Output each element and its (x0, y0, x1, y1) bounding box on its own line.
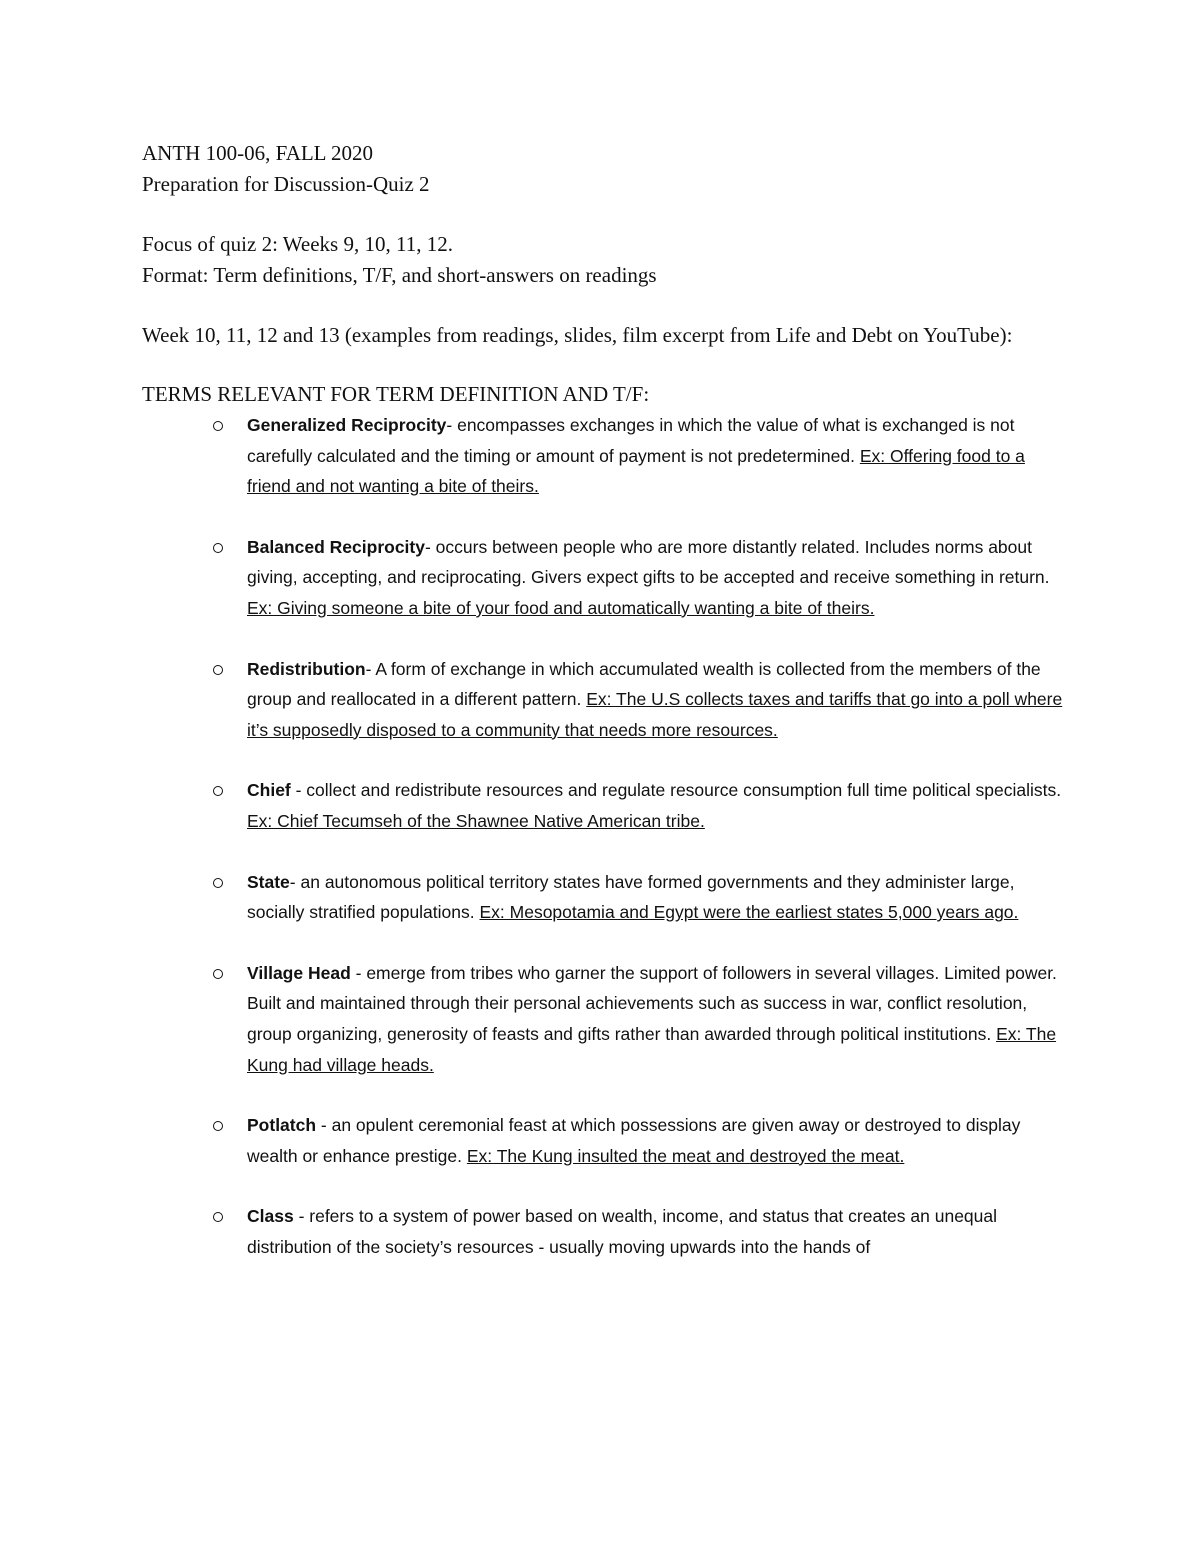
document-title: Preparation for Discussion-Quiz 2 (142, 172, 430, 196)
hollow-bullet-icon (213, 969, 223, 979)
term-name: Village Head (247, 962, 351, 983)
term-example: Ex: The Kung had village heads. (247, 1023, 1057, 1075)
term-example: Ex: The U.S collects taxes and tariffs that go into a poll where it’s supposedly disposed to a community that needs more resources. (247, 689, 1063, 740)
term-definition: - an autonomous political territory states have formed governments and they administer large, socially stratified populations. (247, 871, 1015, 923)
hollow-bullet-icon (213, 1212, 223, 1222)
term-definition: - collect and redistribute resources and regulate resource consumption full time political specialists. (290, 780, 1062, 801)
hollow-bullet-icon (213, 665, 223, 675)
term-example: Ex: Offering food to a friend and not wanting a bite of theirs. (247, 445, 1025, 497)
term-item-balanced-reciprocity (142, 532, 1067, 624)
hollow-bullet-icon (213, 543, 223, 553)
term-example: Ex: Giving someone a bite of your food and automatically wanting a bite of theirs. (247, 597, 875, 618)
quiz-focus: Focus of quiz 2: Weeks 9, 10, 11, 12. (142, 232, 453, 256)
term-definition: - encompasses exchanges in which the value of what is exchanged is not carefully calculated and the timing or amount of payment is not predetermined. (247, 415, 1015, 466)
document-page (142, 138, 1072, 1292)
term-item-chief (142, 775, 1067, 836)
term-name: Generalized Reciprocity (247, 415, 447, 435)
term-name: State (247, 871, 290, 892)
weeks-description: Week 10, 11, 12 and 13 (examples from readings, slides, film excerpt from Life and Debt on YouTube): (142, 323, 1013, 347)
term-definition: - A form of exchange in which accumulated wealth is collected from the members of the group and reallocated in a different pattern. (247, 658, 1041, 710)
quiz-format: Format: Term definitions, T/F, and short-answers on readings (142, 263, 657, 287)
terms-heading: TERMS RELEVANT FOR TERM DEFINITION AND T/F: (142, 382, 650, 406)
term-example: Ex: The Kung insulted the meat and destroyed the meat. (466, 1145, 905, 1166)
term-name: Potlatch (247, 1115, 317, 1136)
term-item-state (142, 867, 1067, 928)
term-example: Ex: Chief Tecumseh of the Shawnee Native American tribe. (247, 810, 705, 831)
term-name: Chief (247, 780, 291, 801)
term-definition: - emerge from tribes who garner the support of followers in several villages. Limited power. Built and maintained through their personal achievements such as success in war, conflict resolution, group organizing, generosity of feasts and gifts rather than awarded through political institutions. (247, 962, 1057, 1044)
term-name: Balanced Reciprocity (247, 536, 425, 557)
terms-list (142, 410, 1072, 1262)
term-item-village-head (142, 958, 1067, 1080)
hollow-bullet-icon (213, 421, 223, 431)
term-item-generalized-reciprocity (142, 410, 1067, 502)
term-item-class (142, 1201, 1067, 1262)
term-item-potlatch (142, 1110, 1067, 1171)
term-definition: - refers to a system of power based on wealth, income, and status that creates an unequal distribution of the society’s resources - usually moving upwards into the hands of (247, 1206, 998, 1257)
term-name: Class (247, 1206, 294, 1227)
hollow-bullet-icon (213, 786, 223, 796)
hollow-bullet-icon (213, 1121, 223, 1131)
term-definition: - occurs between people who are more distantly related. Includes norms about giving, accepting, and reciprocating. Givers expect gifts to be accepted and receive something in return. (247, 536, 1050, 588)
term-example: Ex: Mesopotamia and Egypt were the earliest states 5,000 years ago. (479, 902, 1019, 923)
term-definition: - an opulent ceremonial feast at which possessions are given away or destroyed to display wealth or enhance prestige. (247, 1115, 1021, 1166)
hollow-bullet-icon (213, 878, 223, 888)
course-title: ANTH 100-06, FALL 2020 (142, 141, 373, 165)
term-item-redistribution (142, 654, 1067, 746)
term-name: Redistribution (247, 658, 366, 679)
